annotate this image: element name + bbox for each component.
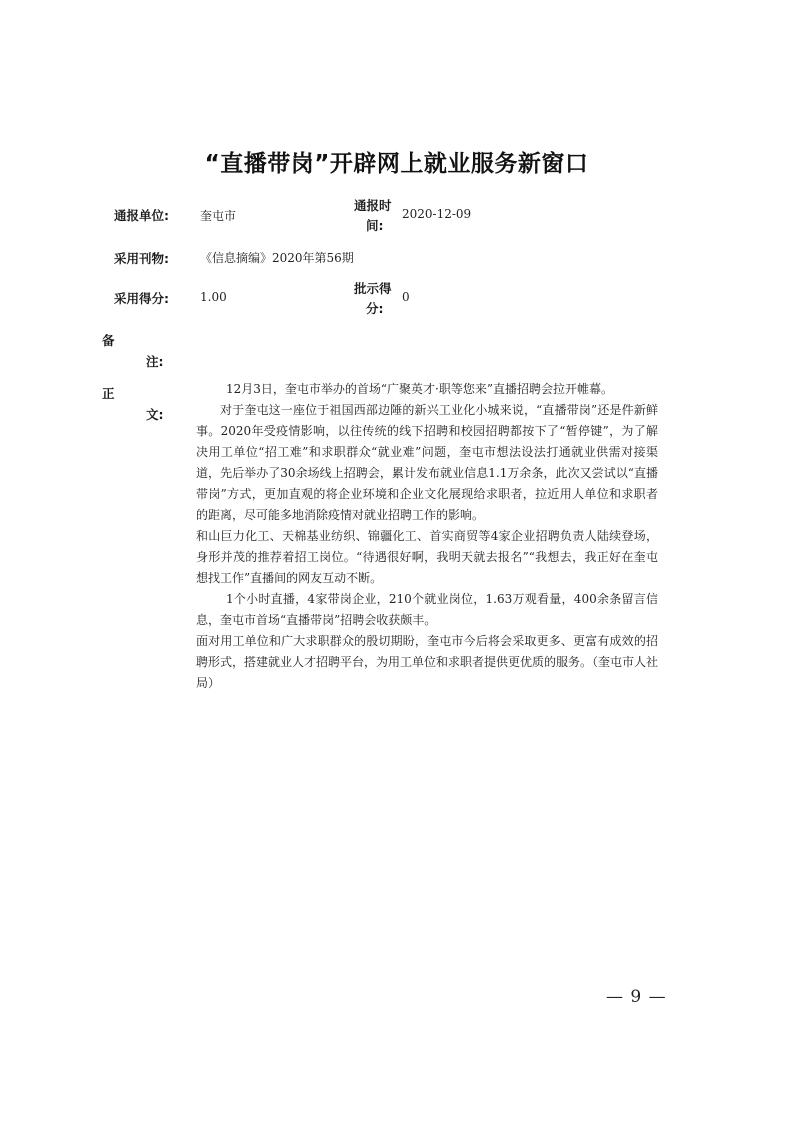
time-value: 2020-12-09 — [402, 207, 472, 221]
body-label-line1: 正 — [102, 386, 115, 401]
body-paragraph-5: 面对用工单位和广大求职群众的殷切期盼，奎屯市今后将会采取更多、更富有成效的招聘形式，搭建就业人才招聘平台，为用工单位和求职者提供更优质的服务。（奎屯市人社局） — [196, 634, 659, 690]
body-label-line2: 文: — [146, 407, 164, 422]
approval-label-line2: 分: — [366, 301, 384, 316]
time-label-line2: 间: — [366, 218, 384, 233]
score-label: 采用得分: — [114, 291, 169, 306]
body-paragraph-3: 和山巨力化工、天棉基业纺织、锦疆化工、首实商贸等4家企业招聘负责人陆续登场，身形并茂的推荐着招工岗位。“待遇很好啊，我明天就去报名”“我想去，我正好在奎屯想找工作”直播间的网友互动不断。 — [196, 529, 658, 585]
approval-label-line1: 批示得 — [354, 281, 392, 296]
remark-label-line1: 备 — [102, 333, 115, 348]
unit-label: 通报单位: — [114, 208, 169, 223]
body-text — [196, 379, 658, 694]
time-label-line1: 通报时 — [354, 198, 392, 213]
unit-value: 奎屯市 — [200, 209, 237, 223]
score-value: 1.00 — [200, 290, 227, 304]
approval-value: 0 — [402, 290, 410, 304]
body-paragraph-2: 对于奎屯这一座位于祖国西部边陲的新兴工业化小城来说，“直播带岗”还是件新鲜事。2020年受疫情影响，以往传统的线下招聘和校园招聘都按下了“暂停键”，为了解决用工单位“招工难”和求职群众“就业难”问题，奎屯市想法设法打通就业供需对接渠道，先后举办了30余场线上招聘会，累计发布就业信息1.1万余条，此次又尝试以“直播带岗”方式，更加直观的将企业环境和企业文化展现给求职者，拉近用人单位和求职者的距离，尽可能多地消除疫情对就业招聘工作的影响。 — [196, 403, 658, 522]
body-paragraph-1: 12月3日，奎屯市举办的首场“广聚英才·职等您来”直播招聘会拉开帷幕。 — [226, 382, 613, 396]
journal-value: 《信息摘编》2020年第56期 — [200, 251, 354, 265]
document-title: “直播带岗”开辟网上就业服务新窗口 — [204, 151, 589, 177]
remark-label-line2: 注: — [146, 354, 164, 369]
journal-label: 采用刊物: — [114, 251, 169, 266]
page-number: — 9 — — [606, 987, 667, 1007]
body-paragraph-4: 1个小时直播，4家带岗企业，210个就业岗位，1.63万观看量，400余条留言信息，奎屯市首场“直播带岗”招聘会收获颇丰。 — [196, 592, 658, 627]
